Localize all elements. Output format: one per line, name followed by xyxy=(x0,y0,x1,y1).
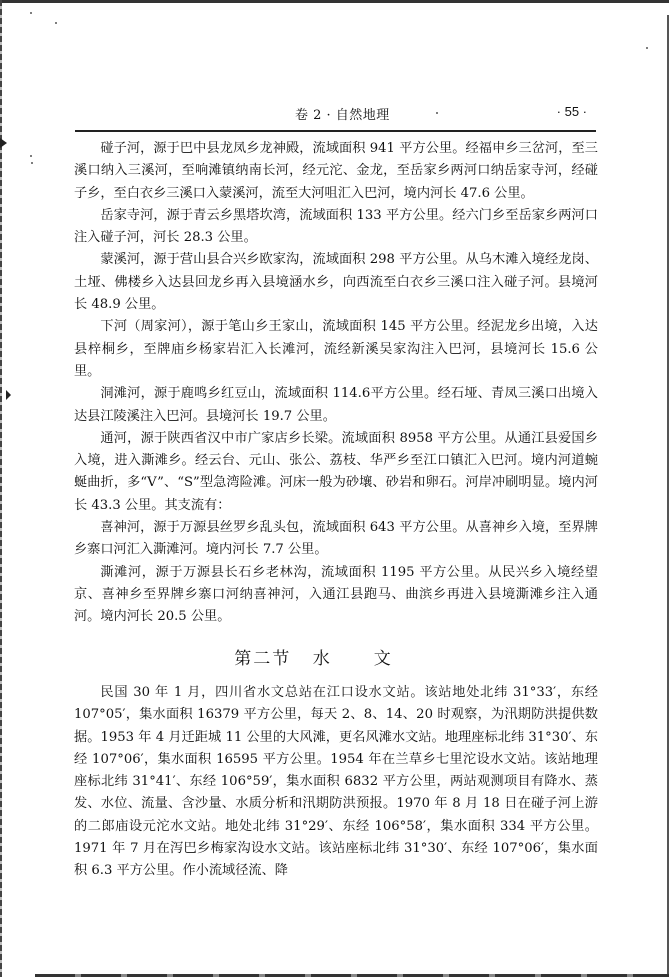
paragraph-hydrology: 民国 30 年 1 月，四川省水文总站在江口设水文站。该站地处北纬 31°33′，东经 107°05′，集水面积 16379 平方公里，每天 2、8、14、20 时观察，为汛期防洪提供数据。1953 年 4 月迁距城 11 公里的大风滩，更名风滩水文站。地理座标北纬 31°30′、东经 107°06′，集水面积 16595 平方公里。1954 年在兰草乡七里沱设水文站。该站地理座标北纬 31°41′、东经 106°59′，集水面积 6832 平方公里，两站观测项目有降水、蒸发、水位、流量、含沙量、水质分析和汛期防洪预报。1970 年 8 月 18 日在碰子河上游的二郎庙设元沱水文站。地处北纬 31°29′、东经 106°58′，集水面积 334 平方公里。1971 年 7 月在泻巴乡梅家沟设水文站。该站座标北纬 31°30′、东经 107°06′，集水面积 6.3 平方公里。作小流域径流、降 xyxy=(74,685,598,879)
paragraph-river: 澌滩河，源于万源县长石乡老林沟，流域面积 1195 平方公里。从民兴乡入境经望京、喜神乡至界牌乡寨口河纳喜神河，入通江县跑马、曲滨乡再进入县境澌滩乡注入通河。境内河长 20.5 公里。 xyxy=(74,564,598,625)
scan-speck xyxy=(30,155,32,157)
section-number: 第二节 xyxy=(234,649,292,669)
hydrology-section xyxy=(74,682,598,883)
paragraph-river: 通河，源于陕西省汉中市广家店乡长梁。流域面积 8958 平方公里。从通江县爱国乡入境，进入澌滩乡。经云台、元山、张公、荔枝、华严乡至江口镇汇入巴河。境内河道蜿蜒曲折，多“V”、“S”型急湾险滩。河床一般为砂壤、砂岩和卵石。河岸冲刷明显。境内河长 43.3 公里。其支流有： xyxy=(74,430,598,513)
rivers-section xyxy=(74,138,598,629)
paragraph-river: 蒙溪河，源于营山县合兴乡欧家沟，流域面积 298 平方公里。从乌木滩入境经龙岗、土垭、佛楼乡入达县回龙乡再入县境涵水乡，向西流至白衣乡三溪口注入碰子河。县境河长 48.9 公里。 xyxy=(74,252,598,313)
paragraph-river: 喜神河，源于万源县丝罗乡乱头包，流域面积 643 平方公里。从喜神乡入境，至界牌乡寨口河汇入澌滩河。境内河长 7.7 公里。 xyxy=(74,520,598,558)
paragraph-river: 岳家寺河，源于青云乡黑塔坎湾，流域面积 133 平方公里。经六门乡至岳家乡两河口注入碰子河，河长 28.3 公里。 xyxy=(74,207,598,246)
scan-border-top xyxy=(0,0,669,3)
paragraph-river: 洞滩河，源于鹿鸣乡红豆山，流域面积 114.6平方公里。经石垭、青凤三溪口出境入达县江陵溪注入巴河。县境河长 19.7 公里。 xyxy=(74,386,598,424)
header-title: 卷 2 · 自然地理 xyxy=(295,108,390,123)
section-heading xyxy=(0,644,669,669)
paragraph-river: 碰子河，源于巴中县龙凤乡龙神殿，流域面积 941 平方公里。经福申乡三岔河，至三溪口纳入三溪河，至响滩镇纳南长河，经元沱、金龙，至岳家乡两河口纳岳家寺河，经碰子乡，至白衣乡三溪口入蒙溪河，流至大河咀汇入巴河，境内河长 47.6 公里。 xyxy=(74,141,598,201)
running-header xyxy=(75,104,595,126)
binding-mark xyxy=(0,138,7,148)
scan-speck xyxy=(31,162,33,164)
paragraph-river: 下河（周家河），源于笔山乡王家山，流域面积 145 平方公里。经泥龙乡出境，入达县梓桐乡，至牌庙乡杨家岩汇入长滩河，流经新溪吴家沟注入巴河，县境河长 15.6 公里。 xyxy=(74,319,598,379)
scan-speck xyxy=(646,47,648,49)
section-title: 水文 xyxy=(312,649,435,669)
header-rule xyxy=(75,130,596,132)
binding-mark xyxy=(6,390,11,400)
scan-speck xyxy=(55,22,57,24)
scan-speck xyxy=(30,12,32,14)
page-number: · 55 · xyxy=(556,104,587,119)
